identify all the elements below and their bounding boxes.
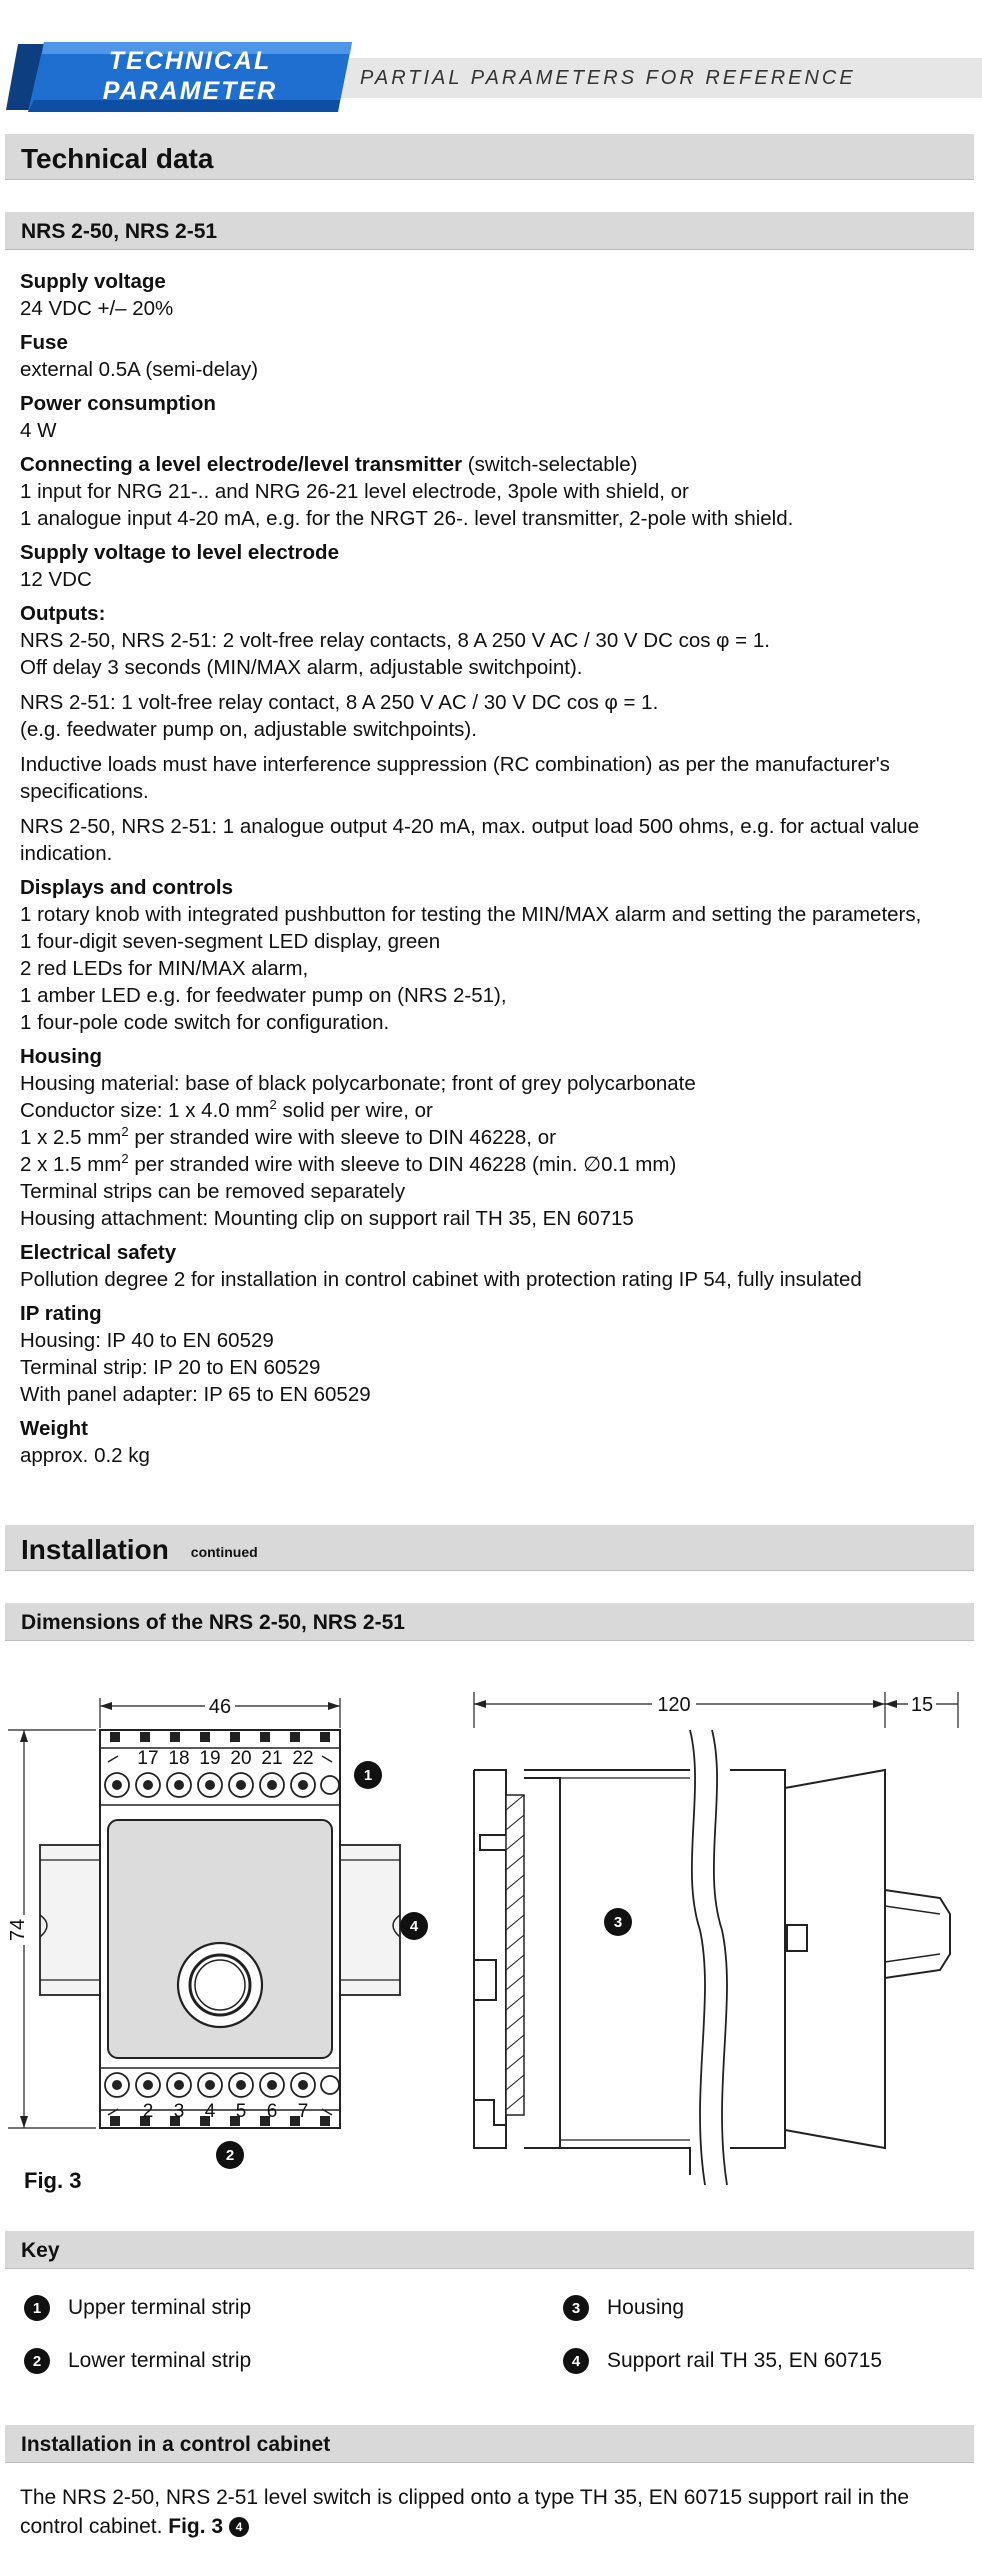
spec-value: 1 x 2.5 $mm^2$ per stranded wire with sleeve to DIN 46228, or [20,1124,556,1149]
dimension-width-label: 46 [208,1696,232,1718]
callout-marker: 2 [225,2147,235,2164]
spec-value: NRS 2-50, NRS 2-51: 2 volt-free relay contacts, 8 A 250 V AC / 30 V DC cos φ = 1. [20,629,770,652]
spec-value: 4 W [20,419,57,442]
spec-value: NRS 2-51: 1 volt-free relay contact, 8 A 250 V AC / 30 V DC cos φ = 1. [20,691,659,714]
callout-marker: 1 [363,1767,373,1784]
key-number: 2 [24,2348,50,2374]
figure-reference-marker: 4 [229,2517,249,2537]
key-item [563,2295,684,2321]
callout-marker: 4 [409,1918,419,1935]
spec-value: 1 analogue input 4-20 mA, e.g. for the NRGT 26-. level transmitter, 2-pole with shield. [20,507,794,530]
terminal-label: 17 [137,1748,159,1769]
spec-heading: Weight [20,1417,88,1440]
spec-heading: Outputs: [20,602,106,625]
terminal-label: 7 [297,2101,309,2122]
section-title: Technical data [21,143,214,174]
spec-value: Housing: IP 40 to EN 60529 [20,1329,274,1352]
spec-value: 1 four-pole code switch for configuration. [20,1011,390,1034]
dimensions-bar [5,1603,974,1641]
key-item [24,2295,251,2321]
spec-value: 12 VDC [20,568,92,591]
key-label: Support rail TH 35, EN 60715 [607,2349,883,2372]
spec-value: (e.g. feedwater pump on, adjustable switchpoints). [20,718,477,741]
spec-value: 1 amber LED e.g. for feedwater pump on (NRS 2-51), [20,984,507,1007]
callout-marker: 3 [613,1914,623,1931]
section-installation [5,1525,974,1571]
terminal-label: 20 [230,1748,252,1769]
key-item [563,2348,882,2374]
spec-value: approx. 0.2 kg [20,1444,150,1467]
terminal-label: 22 [292,1748,314,1769]
spec-heading: Displays and controls [20,876,234,899]
spec-value: 2 red LEDs for MIN/MAX alarm, [20,957,309,980]
terminal-label: 2 [142,2101,154,2122]
spec-heading: Supply voltage [20,270,166,293]
spec-value: Terminal strip: IP 20 to EN 60529 [20,1356,321,1379]
cabinet-title: Installation in a control cabinet [21,2433,331,2456]
spec-value: With panel adapter: IP 65 to EN 60529 [20,1383,371,1406]
terminal-label: 18 [168,1748,190,1769]
spec-heading: Power consumption [20,392,216,415]
dimensions-title: Dimensions of the NRS 2-50, NRS 2-51 [21,1611,405,1634]
banner-title: TECHNICAL PARAMETER [102,47,278,105]
banner-subtitle: PARTIAL PARAMETERS FOR REFERENCE [360,67,856,89]
spec-heading: Housing [20,1045,102,1068]
spec-value: Terminal strips can be removed separately [20,1180,406,1203]
key-number: 4 [563,2348,589,2374]
model-bar [5,212,974,250]
key-item [24,2348,251,2374]
cabinet-text: The NRS 2-50, NRS 2-51 level switch is clipped onto a type TH 35, EN 60715 support rail in the control cabinet. Fig. 3 4 [20,2486,910,2538]
spec-value: 1 four-digit seven-segment LED display, green [20,930,441,953]
spec-heading-connecting: Connecting a level electrode/level transmitter (switch-selectable) [20,453,638,476]
figure-reference: Fig. 3 [168,2515,224,2538]
spec-heading: Supply voltage to level electrode [20,541,339,564]
terminal-label: 21 [261,1748,283,1769]
section-technical-data [5,134,974,180]
key-number: 3 [563,2295,589,2321]
terminal-label: 19 [199,1748,221,1769]
terminal-label: 4 [204,2101,216,2122]
spec-value: NRS 2-50, NRS 2-51: 1 analogue output 4-20 mA, max. output load 500 ohms, e.g. for actual value indication. [20,815,920,865]
terminal-label: 3 [173,2101,185,2122]
cabinet-bar [5,2425,974,2463]
spec-value: Conductor size: 1 x 4.0 $mm^2$ solid per wire, or [20,1097,433,1122]
spec-value: Pollution degree 2 for installation in control cabinet with protection rating IP 54, fully insulated [20,1268,862,1291]
spec-value: 1 input for NRG 21-.. and NRG 26-21 level electrode, 3pole with shield, or [20,480,689,503]
spec-value: Housing material: base of black polycarbonate; front of grey polycarbonate [20,1072,696,1095]
figure-caption: Fig. 3 [24,2168,82,2193]
spec-value: 2 x 1.5 $mm^2$ per stranded wire with sleeve to DIN 46228 (min. ∅0.1 mm) [20,1151,677,1176]
spec-value: 1 rotary knob with integrated pushbutton for testing the MIN/MAX alarm and setting the parameters, [20,903,922,926]
dimension-height-label: 74 [7,1918,29,1942]
spec-heading: Fuse [20,331,68,354]
spec-value: Inductive loads must have interference suppression (RC combination) as per the manufacturer's specifications. [20,753,890,803]
spec-value: 24 VDC +/– 20% [20,297,174,320]
spec-value: Housing attachment: Mounting clip on support rail TH 35, EN 60715 [20,1207,634,1230]
terminal-label: 5 [235,2101,247,2122]
key-title: Key [21,2239,60,2262]
spec-value: Off delay 3 seconds (MIN/MAX alarm, adjustable switchpoint). [20,656,583,679]
dimension-depth-label: 120 [657,1694,691,1716]
key-label: Housing [607,2296,685,2319]
dimension-front-label: 15 [910,1694,934,1716]
key-number: 1 [24,2295,50,2321]
key-label: Upper terminal strip [68,2296,252,2319]
spec-value: external 0.5A (semi-delay) [20,358,259,381]
spec-heading: IP rating [20,1302,102,1325]
header-banner [0,40,982,114]
technical-data-list [20,268,970,1469]
model-title: NRS 2-50, NRS 2-51 [21,220,218,243]
key-bar [5,2231,974,2269]
dimension-drawing [0,1670,982,2200]
spec-heading: Electrical safety [20,1241,177,1264]
terminal-label: 6 [266,2101,278,2122]
section-title: Installation continued [21,1534,258,1565]
key-label: Lower terminal strip [68,2349,252,2372]
